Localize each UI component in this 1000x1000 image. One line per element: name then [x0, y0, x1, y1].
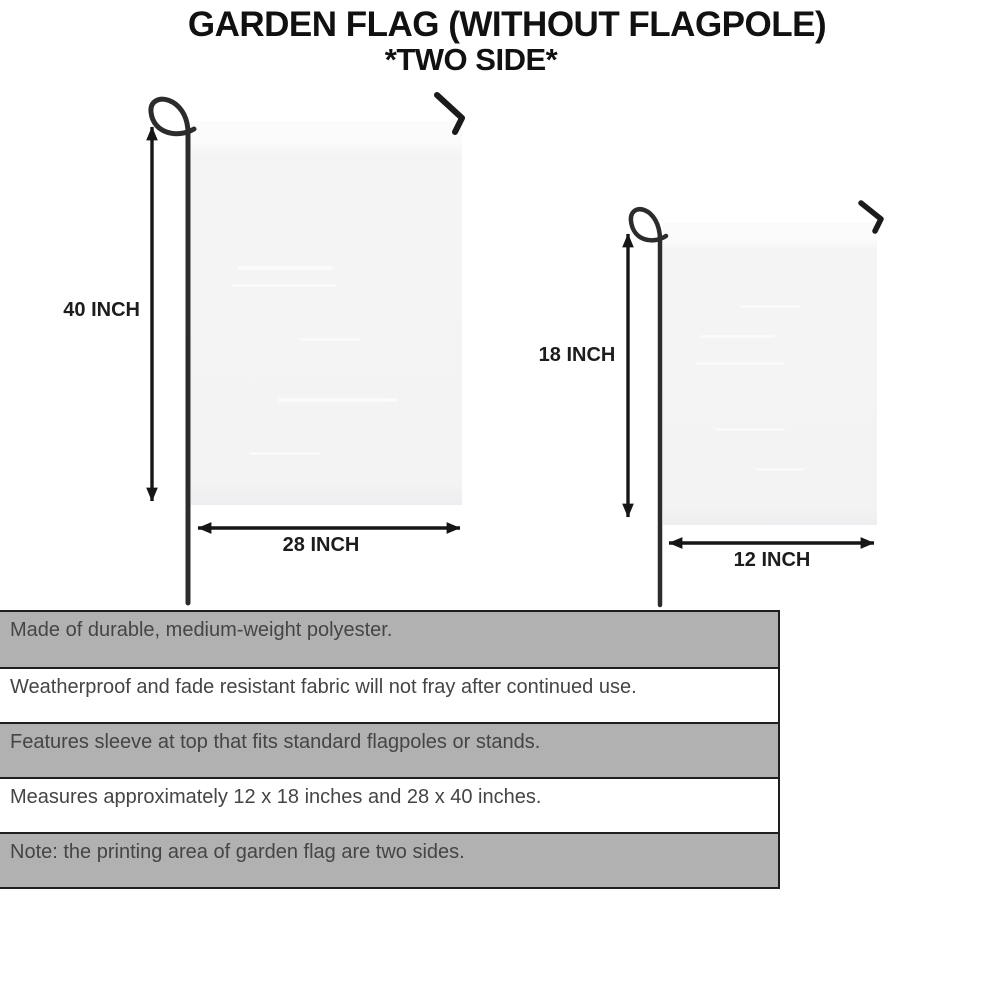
feature-text: Note: the printing area of garden flag are two sides.	[10, 841, 465, 863]
large-flag-height-label: 40 INCH	[63, 299, 140, 321]
feature-row-measurements	[0, 777, 778, 832]
feature-text: Weatherproof and fade resistant fabric will not fray after continued use.	[10, 676, 637, 698]
page-title: GARDEN FLAG (WITHOUT FLAGPOLE)	[187, 5, 827, 44]
small-flag-figure	[628, 203, 881, 605]
small-flag-height-label: 18 INCH	[538, 344, 616, 366]
page-subtitle: *TWO SIDE*	[384, 42, 558, 77]
feature-row-material	[0, 612, 778, 667]
large-flag-fabric	[191, 121, 462, 505]
feature-text: Features sleeve at top that fits standard flagpoles or stands.	[10, 731, 541, 753]
feature-row-sleeve	[0, 722, 778, 777]
feature-text: Made of durable, medium-weight polyester.	[10, 619, 393, 641]
small-flag-width-label: 12 INCH	[733, 549, 811, 571]
feature-text: Measures approximately 12 x 18 inches and 28 x 40 inches.	[10, 786, 542, 808]
large-flag-width-label: 28 INCH	[282, 534, 360, 556]
small-flag-pole-icon	[631, 209, 666, 605]
small-flag-fabric	[663, 223, 877, 525]
features-table	[0, 610, 780, 889]
feature-row-weatherproof	[0, 667, 778, 722]
large-flag-pole-icon	[151, 99, 194, 603]
large-flag-figure	[151, 95, 462, 603]
feature-row-note	[0, 832, 778, 887]
